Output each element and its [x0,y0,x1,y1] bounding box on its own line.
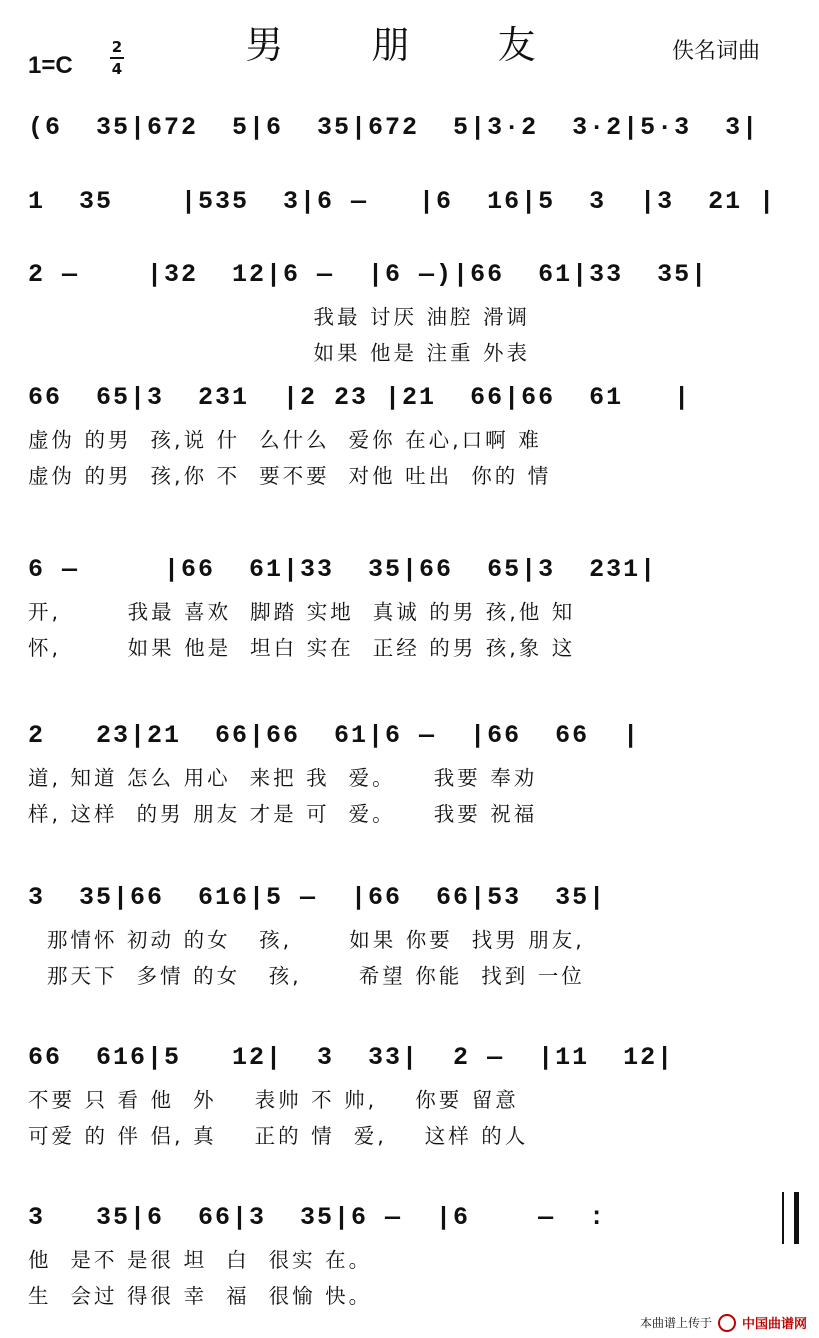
lyric-line-verse-1: 虚伪 的男 孩,说 什 么什么 爱你 在心,口啊 难 [28,428,542,452]
lyric-line-verse-1: 不要 只 看 他 外 表帅 不 帅, 你要 留意 [28,1088,519,1112]
notation-line: 3 35|6 66|3 35|6 — |6 — : [28,1203,607,1232]
song-title: 男 朋 友 [245,23,574,67]
time-signature [110,38,124,78]
lyric-line-verse-1: 开, 我最 喜欢 脚踏 实地 真诚 的男 孩,他 知 [28,600,576,624]
meter-divider [110,57,124,59]
notation-line: 2 — |32 12|6 — |6 —)|66 61|33 35| [28,260,709,289]
lyric-line-verse-1: 他 是不 是很 坦 白 很实 在。 [28,1248,373,1272]
meter-bottom: 4 [111,60,123,78]
notation-line: 2 23|21 66|66 61|6 — |66 66 | [28,721,641,750]
notation-line: 6 — |66 61|33 35|66 65|3 231| [28,555,658,584]
key-signature: 1=C [28,52,73,79]
lyric-line-verse-2: 样, 这样 的男 朋友 才是 可 爱。 我要 祝福 [28,802,538,826]
notation-line: 3 35|66 616|5 — |66 66|53 35| [28,883,607,912]
footer [640,1313,807,1332]
repeat-end-barline [782,1192,799,1244]
notation-line: 66 616|5 12| 3 33| 2 — |11 12| [28,1043,675,1072]
lyric-line-verse-1: 道, 知道 怎么 用心 来把 我 爱。 我要 奉劝 [28,766,538,790]
notation-line: 1 35 |535 3|6 — |6 16|5 3 |3 21 | [28,187,777,216]
footer-text: 本曲谱上传于 [639,1316,712,1330]
lyric-line-verse-2: 虚伪 的男 孩,你 不 要不要 对他 吐出 你的 情 [28,464,552,488]
lyric-line-verse-2: 如果 他是 注重 外表 [28,341,531,365]
notation-line: 66 65|3 231 |2 23 |21 66|66 61 | [28,383,692,412]
notation-line: (6 35|672 5|6 35|672 5|3·2 3·2|5·3 3| [28,113,760,142]
lyric-line-verse-2: 那天下 多情 的女 孩, 希望 你能 找到 一位 [28,964,585,988]
lyric-line-verse-2: 怀, 如果 他是 坦白 实在 正经 的男 孩,象 这 [28,636,576,660]
meter-top: 2 [111,38,123,56]
author-credit: 佚名词曲 [672,39,761,64]
lyric-line-verse-2: 生 会过 得很 幸 福 很愉 快。 [28,1284,373,1308]
lyric-line-verse-1: 我最 讨厌 油腔 滑调 [28,305,531,329]
lyric-line-verse-1: 那情怀 初动 的女 孩, 如果 你要 找男 朋友, [28,928,585,952]
lyric-line-verse-2: 可爱 的 伴 侣, 真 正的 情 爱, 这样 的人 [28,1124,529,1148]
footer-site: 中国曲谱网 [741,1317,807,1332]
site-logo-icon [718,1314,736,1332]
